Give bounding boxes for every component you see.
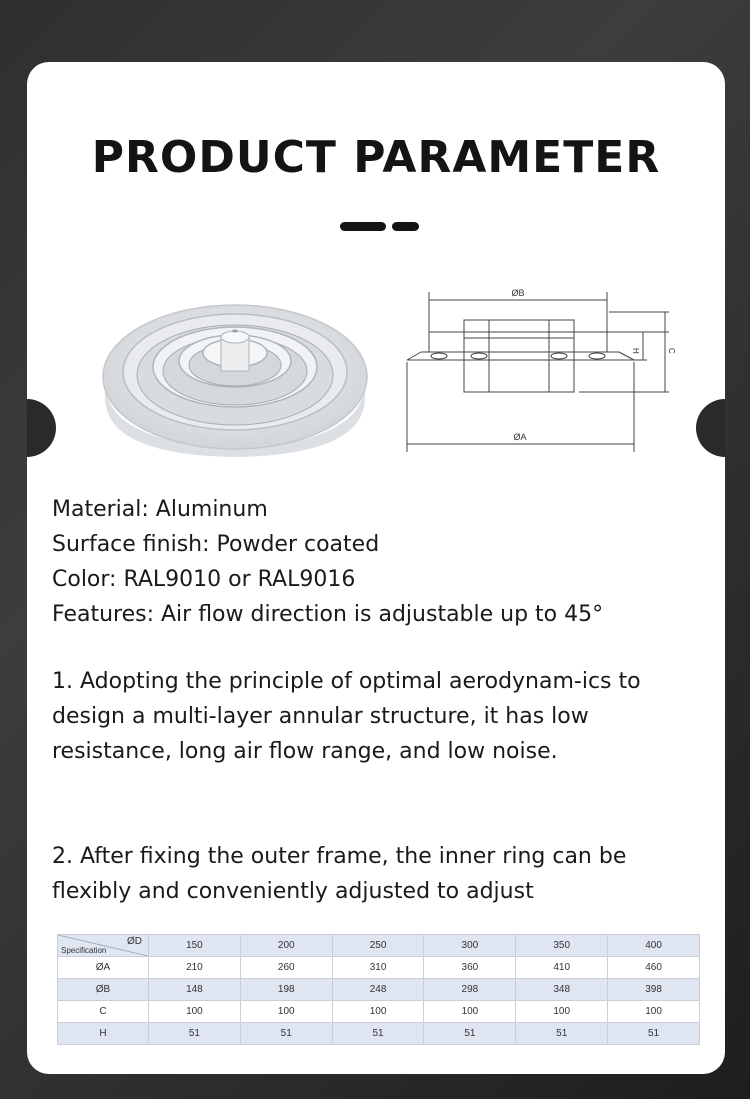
column-header: 250 bbox=[332, 935, 424, 957]
row-label: H bbox=[58, 1023, 149, 1045]
c-label: C bbox=[667, 348, 676, 354]
table-cell: 198 bbox=[240, 979, 332, 1001]
table-cell: 310 bbox=[332, 957, 424, 979]
table-cell: 398 bbox=[608, 979, 700, 1001]
table-cell: 210 bbox=[149, 957, 241, 979]
spec-surface-finish: Surface finish: Powder coated bbox=[52, 532, 380, 557]
table-header-row bbox=[58, 935, 700, 957]
spec-list bbox=[52, 492, 712, 632]
round-diffuser-image bbox=[85, 257, 385, 457]
table-cell: 51 bbox=[424, 1023, 516, 1045]
header-specification: Specification bbox=[61, 946, 107, 955]
table-cell: 410 bbox=[516, 957, 608, 979]
left-notch bbox=[27, 399, 56, 457]
table-cell: 51 bbox=[332, 1023, 424, 1045]
page-title: PRODUCT PARAMETER bbox=[91, 132, 661, 183]
table-cell: 100 bbox=[149, 1001, 241, 1023]
column-header: 200 bbox=[240, 935, 332, 957]
table-cell: 260 bbox=[240, 957, 332, 979]
table-cell: 100 bbox=[424, 1001, 516, 1023]
table-cell: 51 bbox=[608, 1023, 700, 1045]
table-cell: 51 bbox=[240, 1023, 332, 1045]
table-cell: 51 bbox=[149, 1023, 241, 1045]
spec-features: Features: Air flow direction is adjustable up to 45° bbox=[52, 602, 604, 627]
table-row bbox=[58, 1001, 700, 1023]
paragraph-2: 2. After fixing the outer frame, the inner ring can be flexibly and conveniently adjusted to adjust bbox=[52, 844, 627, 904]
ob-label: ØB bbox=[511, 288, 525, 298]
table-cell: 148 bbox=[149, 979, 241, 1001]
table-cell: 100 bbox=[332, 1001, 424, 1023]
spec-material: Material: Aluminum bbox=[52, 497, 268, 522]
table-cell: 460 bbox=[608, 957, 700, 979]
table-cell: 51 bbox=[516, 1023, 608, 1045]
table-cell: 248 bbox=[332, 979, 424, 1001]
product-card bbox=[27, 62, 725, 1074]
spec-table bbox=[57, 934, 700, 1045]
column-header: 400 bbox=[608, 935, 700, 957]
table-row bbox=[58, 957, 700, 979]
column-header: 300 bbox=[424, 935, 516, 957]
table-corner-cell bbox=[58, 935, 149, 957]
h-label: H bbox=[631, 348, 640, 354]
column-header: 350 bbox=[516, 935, 608, 957]
table-row bbox=[58, 979, 700, 1001]
column-header: 150 bbox=[149, 935, 241, 957]
paragraph-1: 1. Adopting the principle of optimal aerodynam-ics to design a multi-layer annular structure, it has low resistance, long air flow range, and low noise. bbox=[52, 669, 641, 764]
row-label: C bbox=[58, 1001, 149, 1023]
title-divider bbox=[340, 222, 420, 232]
table-cell: 348 bbox=[516, 979, 608, 1001]
oa-label: ØA bbox=[513, 432, 527, 442]
dimension-drawing bbox=[399, 282, 689, 457]
row-label: ØA bbox=[58, 957, 149, 979]
table-cell: 100 bbox=[608, 1001, 700, 1023]
table-row bbox=[58, 1023, 700, 1045]
row-label: ØB bbox=[58, 979, 149, 1001]
header-diameter: ØD bbox=[127, 936, 142, 947]
spec-color: Color: RAL9010 or RAL9016 bbox=[52, 567, 356, 592]
table-cell: 100 bbox=[516, 1001, 608, 1023]
right-notch bbox=[696, 399, 725, 457]
table-cell: 360 bbox=[424, 957, 516, 979]
table-cell: 100 bbox=[240, 1001, 332, 1023]
table-cell: 298 bbox=[424, 979, 516, 1001]
